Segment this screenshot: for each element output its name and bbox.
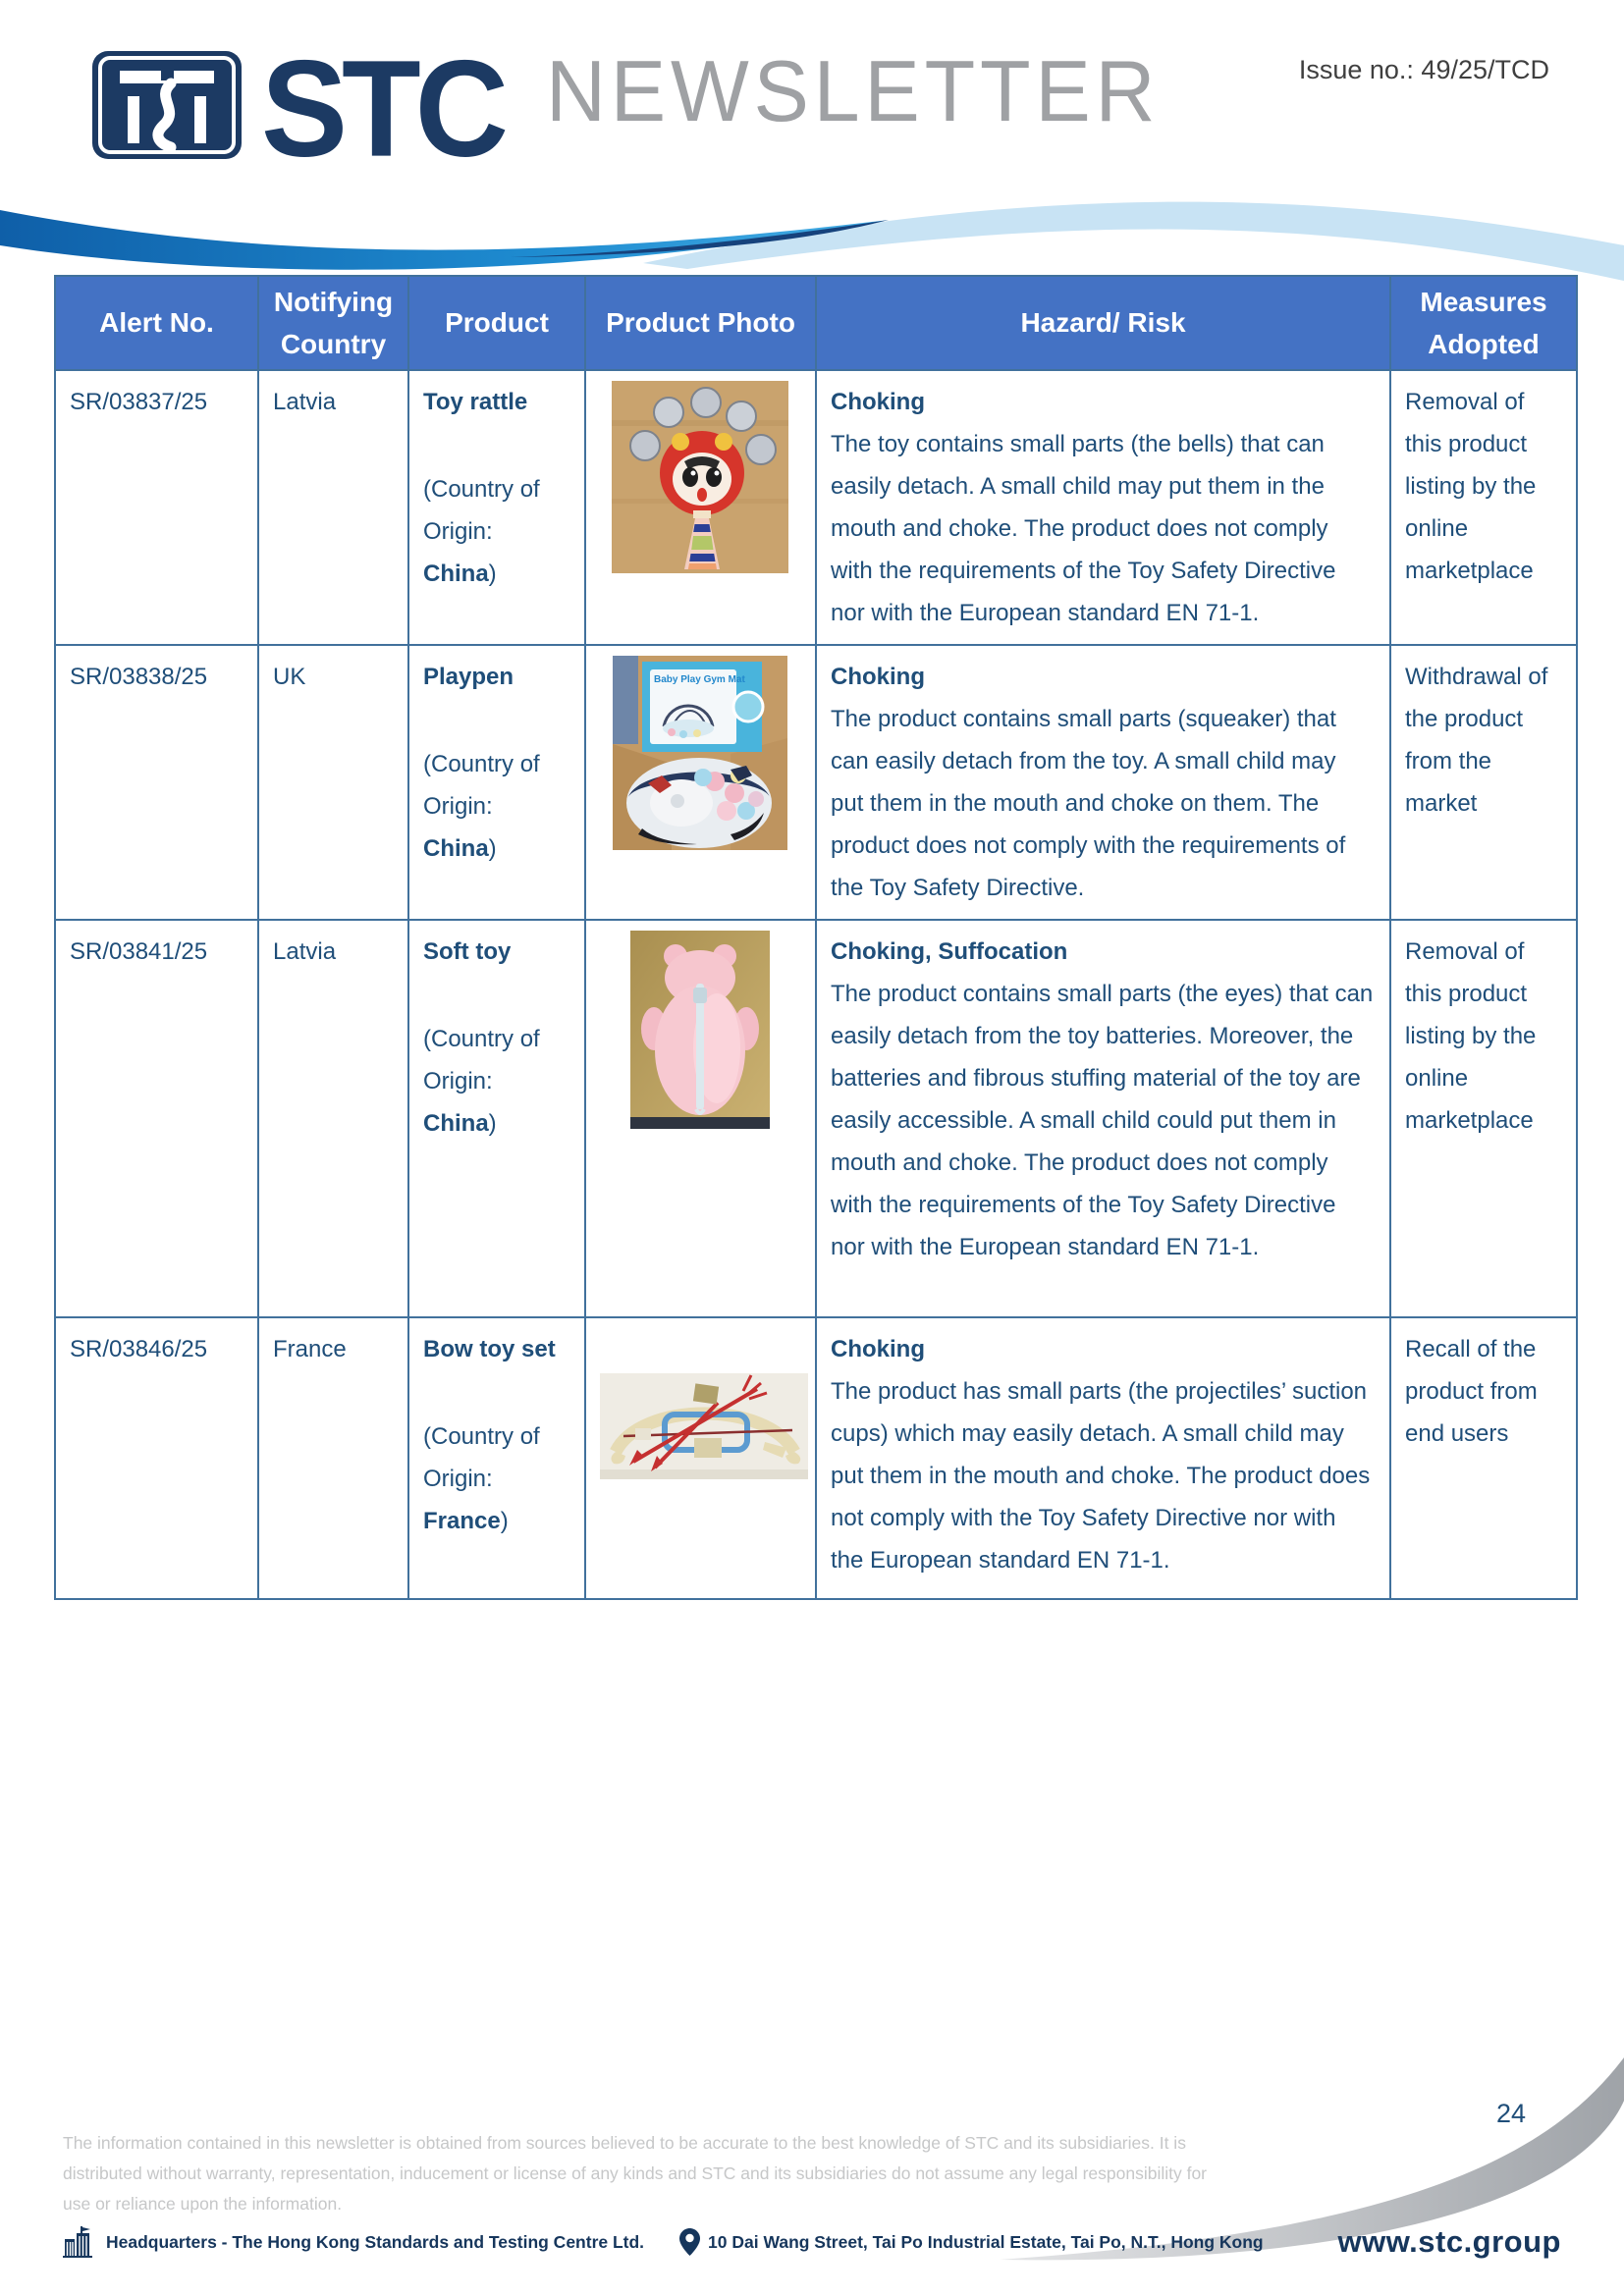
address-text: 10 Dai Wang Street, Tai Po Industrial Estate, Tai Po, N.T., Hong Kong	[708, 2231, 1264, 2252]
product-cell	[408, 920, 585, 1317]
product-photo-toy-rattle	[612, 381, 788, 573]
origin-block: (Country of Origin: France)	[423, 1423, 540, 1534]
table-row	[55, 1317, 1577, 1599]
product-cell	[408, 1317, 585, 1599]
product-name: Bow toy set	[423, 1336, 556, 1362]
alert-no-cell: SR/03846/25	[55, 1317, 258, 1599]
photo-cell	[585, 370, 816, 645]
product-cell	[408, 645, 585, 920]
newsletter-title: NEWSLETTER	[546, 42, 1161, 139]
product-name: Soft toy	[423, 938, 512, 965]
product-photo-playpen	[613, 656, 787, 850]
measures-cell: Recall of the product from end users	[1390, 1317, 1577, 1599]
measures-cell: Withdrawal of the product from the market	[1390, 645, 1577, 920]
photo-cell	[585, 645, 816, 920]
stc-logo-text: STC	[261, 31, 503, 186]
table-header-row	[55, 276, 1577, 370]
table-row	[55, 370, 1577, 645]
website-url: www.stc.group	[1337, 2224, 1561, 2259]
disclaimer-text: The information contained in this newsletter is obtained from sources believed to be accurate to the best knowledge of STC and its subsidiaries. It is distributed without warranty, representation, inducement or license of any kinds and STC and its subsidiaries do not assume any legal responsibility for use or reliance upon the information.	[63, 2133, 1208, 2214]
col-header-hazard: Hazard/ Risk	[816, 276, 1390, 370]
hazard-cell	[816, 1317, 1390, 1599]
product-name: Playpen	[423, 664, 514, 690]
table-row	[55, 920, 1577, 1317]
measures-cell: Removal of this product listing by the online marketplace	[1390, 920, 1577, 1317]
alert-no-cell: SR/03838/25	[55, 645, 258, 920]
header-wave-graphic	[0, 155, 1624, 281]
hazard-cell	[816, 920, 1390, 1317]
headquarters-label: Headquarters - The Hong Kong Standards and Testing Centre Ltd.	[106, 2231, 645, 2252]
country-cell: UK	[258, 645, 408, 920]
hazard-text: The product contains small parts (the eyes) that can easily detach from the toy batteries. Moreover, the batteries and fibrous stuffing material of the toy are easily accessible. A small child could put them in mouth and choke. The product does not comply with the requirements of the Toy Safety Directive nor with the European standard EN 71-1.	[831, 981, 1374, 1260]
product-photo-soft-toy	[630, 931, 770, 1129]
origin-block: (Country of Origin: China)	[423, 476, 540, 587]
table-row	[55, 645, 1577, 920]
location-pin-icon	[679, 2228, 700, 2256]
country-cell: Latvia	[258, 370, 408, 645]
origin-block: (Country of Origin: China)	[423, 751, 540, 862]
hazard-title: Choking, Suffocation	[831, 938, 1068, 965]
stc-logo	[90, 31, 503, 186]
measures-cell: Removal of this product listing by the online marketplace	[1390, 370, 1577, 645]
product-cell	[408, 370, 585, 645]
col-header-product: Product	[408, 276, 585, 370]
hazard-text: The toy contains small parts (the bells) that can easily detach. A small child may put them in the mouth and choke. The product does not comply with the requirements of the Toy Safety Directive nor with the European standard EN 71-1.	[831, 431, 1336, 626]
col-header-alert-no: Alert No.	[55, 276, 258, 370]
issue-number: Issue no.: 49/25/TCD	[1298, 55, 1549, 84]
hazard-cell	[816, 645, 1390, 920]
col-header-photo: Product Photo	[585, 276, 816, 370]
hazard-title: Choking	[831, 389, 925, 415]
country-cell: Latvia	[258, 920, 408, 1317]
page-number: 24	[1495, 2099, 1526, 2128]
alert-no-cell: SR/03837/25	[55, 370, 258, 645]
product-photo-bow-toy-set	[600, 1373, 808, 1479]
hazard-text: The product has small parts (the projectiles’ suction cups) which may easily detach. A small child may put them in the mouth and choke. The product does not comply with the Toy Safety Directive nor with the European standard EN 71-1.	[831, 1378, 1371, 1574]
country-cell: France	[258, 1317, 408, 1599]
col-header-measures: Measures Adopted	[1390, 276, 1577, 370]
col-header-country: Notifying Country	[258, 276, 408, 370]
footer-bar	[63, 2224, 1561, 2260]
alert-table	[54, 275, 1578, 1600]
svg-text:Baby Play Gym Mat: Baby Play Gym Mat	[653, 674, 745, 685]
product-name: Toy rattle	[423, 389, 528, 415]
stc-logo-mark-icon	[90, 49, 247, 163]
hazard-title: Choking	[831, 664, 925, 690]
building-icon	[63, 2226, 96, 2258]
photo-cell	[585, 920, 816, 1317]
hazard-text: The product contains small parts (squeaker) that can easily detach from the toy. A small child may put them in the mouth and choke on them. The product does not comply with the requirements of the Toy Safety Directive.	[831, 706, 1346, 901]
origin-block: (Country of Origin: China)	[423, 1026, 540, 1137]
hazard-cell	[816, 370, 1390, 645]
alert-no-cell: SR/03841/25	[55, 920, 258, 1317]
photo-cell	[585, 1317, 816, 1599]
hazard-title: Choking	[831, 1336, 925, 1362]
